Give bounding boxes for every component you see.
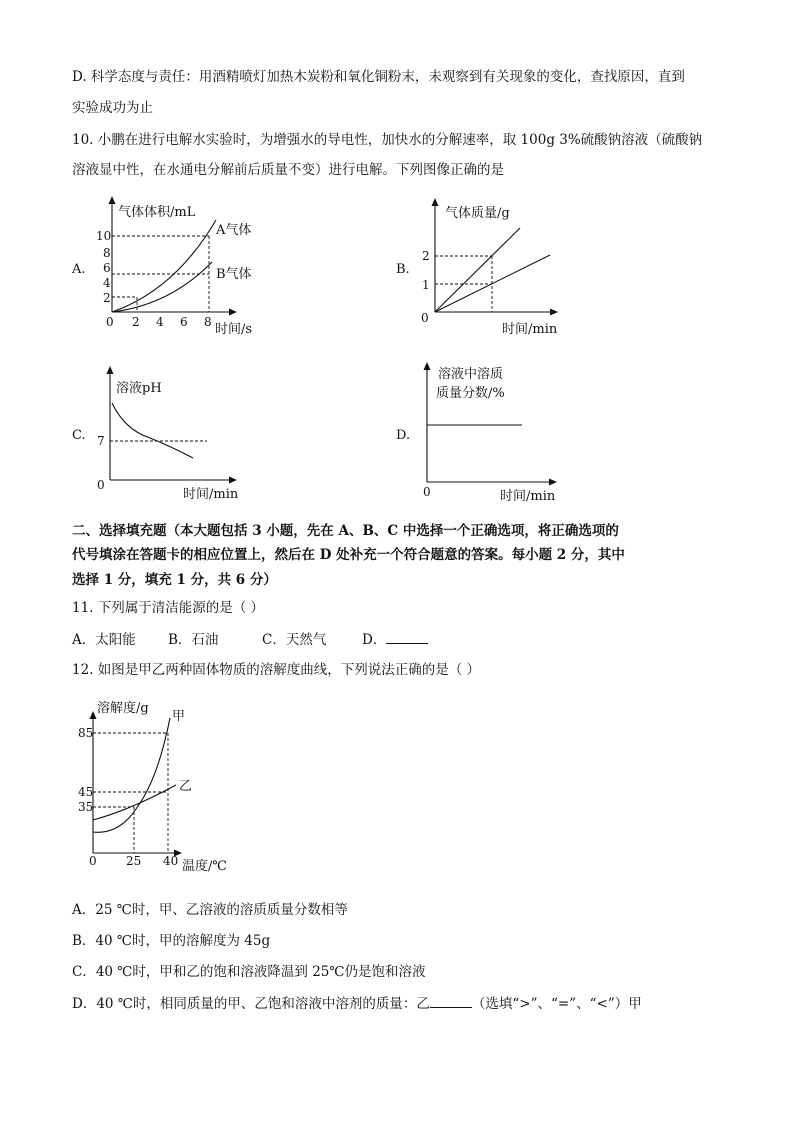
graph-12-xtick-25: 25 (126, 854, 142, 868)
q12-answer-blank[interactable] (430, 993, 472, 1008)
graph-12-curve-yi-label: 乙 (179, 779, 193, 794)
graph-a-ytick-10: 10 (96, 229, 112, 243)
q9-option-d-line2: 实验成功为止 (72, 100, 153, 116)
graph-b-ylabel: 气体质量/g (445, 206, 510, 221)
graph-b-ytick-2: 2 (422, 249, 430, 263)
graph-a-xtick-0: 0 (106, 315, 114, 329)
graph-a-xtick-2: 2 (132, 315, 140, 329)
graph-c-ylabel: 溶液pH (116, 381, 162, 396)
graph-12-y-arrow (90, 711, 97, 719)
q10-option-c-label: C. (72, 428, 86, 443)
graph-a-xlabel: 时间/s (215, 322, 253, 337)
q12-option-d-pre: D．40 ℃时，相同质量的甲、乙饱和溶液中溶剂的质量：乙 (72, 996, 430, 1012)
graph-c-ytick-7: 7 (97, 434, 105, 448)
graph-b-ytick-1: 1 (422, 278, 430, 292)
q10-stem-line2: 溶液显中性，在水通电分解前后质量不变）进行电解。下列图像正确的是 (72, 162, 504, 178)
graph-b-xlabel: 时间/min (502, 322, 558, 337)
graph-12-ytick-85: 85 (78, 726, 94, 740)
graph-12-curve-jia-label: 甲 (172, 709, 186, 724)
q12-option-d-post: （选填“>”、“=”、“<”）甲 (471, 996, 642, 1012)
q10-option-d-label: D. (396, 428, 411, 443)
q11-option-a: A．太阳能 (72, 632, 136, 648)
section2-heading-line2: 代号填涂在答题卡的相应位置上，然后在 D 处补充一个符合题意的答案。每小题 2 分，其中 (72, 547, 625, 563)
graph-d-xlabel: 时间/min (500, 489, 556, 504)
graph-12-ytick-45: 45 (78, 785, 94, 799)
graph-12-xtick-40: 40 (163, 854, 179, 868)
graph-a-curve-a-label: A气体 (216, 223, 252, 238)
graph-a-ytick-2: 2 (103, 291, 111, 305)
graph-a-xtick-8: 8 (204, 315, 212, 329)
q12-option-c: C．40 ℃时，甲和乙的饱和溶液降温到 25℃仍是饱和溶液 (72, 964, 426, 980)
graph-b-origin: 0 (421, 311, 429, 325)
graph-d-ylabel-2: 质量分数/% (436, 386, 505, 401)
q12-option-b: B．40 ℃时，甲的溶解度为 45g (72, 933, 271, 949)
graph-12-ytick-35: 35 (78, 800, 94, 814)
graph-d-origin: 0 (423, 485, 431, 499)
graph-a-ytick-8: 8 (103, 246, 111, 260)
graph-12-xtick-0: 0 (89, 854, 97, 868)
graph-a-xtick-4: 4 (156, 315, 164, 329)
q11-stem: 11. 下列属于清洁能源的是（ ） (72, 600, 265, 616)
q10-option-a-label: A. (72, 262, 86, 277)
graph-12-curve-yi (93, 785, 176, 820)
graph-a-xtick-6: 6 (180, 315, 188, 329)
graph-a-curve-b-label: B气体 (216, 267, 252, 282)
q10-stem-line1: 10. 小鹏在进行电解水实验时，为增强水的导电性，加快水的分解速率，取 100g 3%硫酸钠溶液（硫酸钠 (72, 132, 703, 148)
q11-option-d: D． (362, 632, 387, 648)
graph-d-ylabel-1: 溶液中溶质 (438, 367, 504, 382)
graph-12-xlabel: 温度/℃ (182, 859, 227, 874)
q10-option-b-label: B. (396, 262, 410, 277)
graph-a-ytick-6: 6 (103, 261, 111, 275)
graph-12-curve-jia (93, 718, 170, 832)
q11-option-c: C．天然气 (262, 632, 327, 648)
graph-a-ytick-4: 4 (103, 276, 111, 290)
section2-heading-line3: 选择 1 分，填充 1 分，共 6 分） (72, 572, 277, 588)
graph-c-origin: 0 (97, 478, 105, 492)
graph-a-ylabel: 气体体积/mL (118, 205, 196, 220)
graph-12-ylabel: 溶解度/g (97, 701, 149, 716)
q11-option-b: B．石油 (168, 632, 219, 648)
section2-heading-line1: 二、选择填充题（本大题包括 3 小题，先在 A、B、C 中选择一个正确选项，将正确选项的 (72, 523, 619, 539)
q9-option-d-line1: D. 科学态度与责任：用酒精喷灯加热木炭粉和氧化铜粉末，未观察到有关现象的变化，查找原因，直到 (72, 69, 685, 85)
q12-stem: 12. 如图是甲乙两种固体物质的溶解度曲线，下列说法正确的是（ ） (72, 662, 481, 678)
graph-c-xlabel: 时间/min (183, 487, 239, 502)
q12-option-a: A．25 ℃时，甲、乙溶液的溶质质量分数相等 (72, 902, 348, 918)
q12-option-d (72, 993, 642, 1014)
